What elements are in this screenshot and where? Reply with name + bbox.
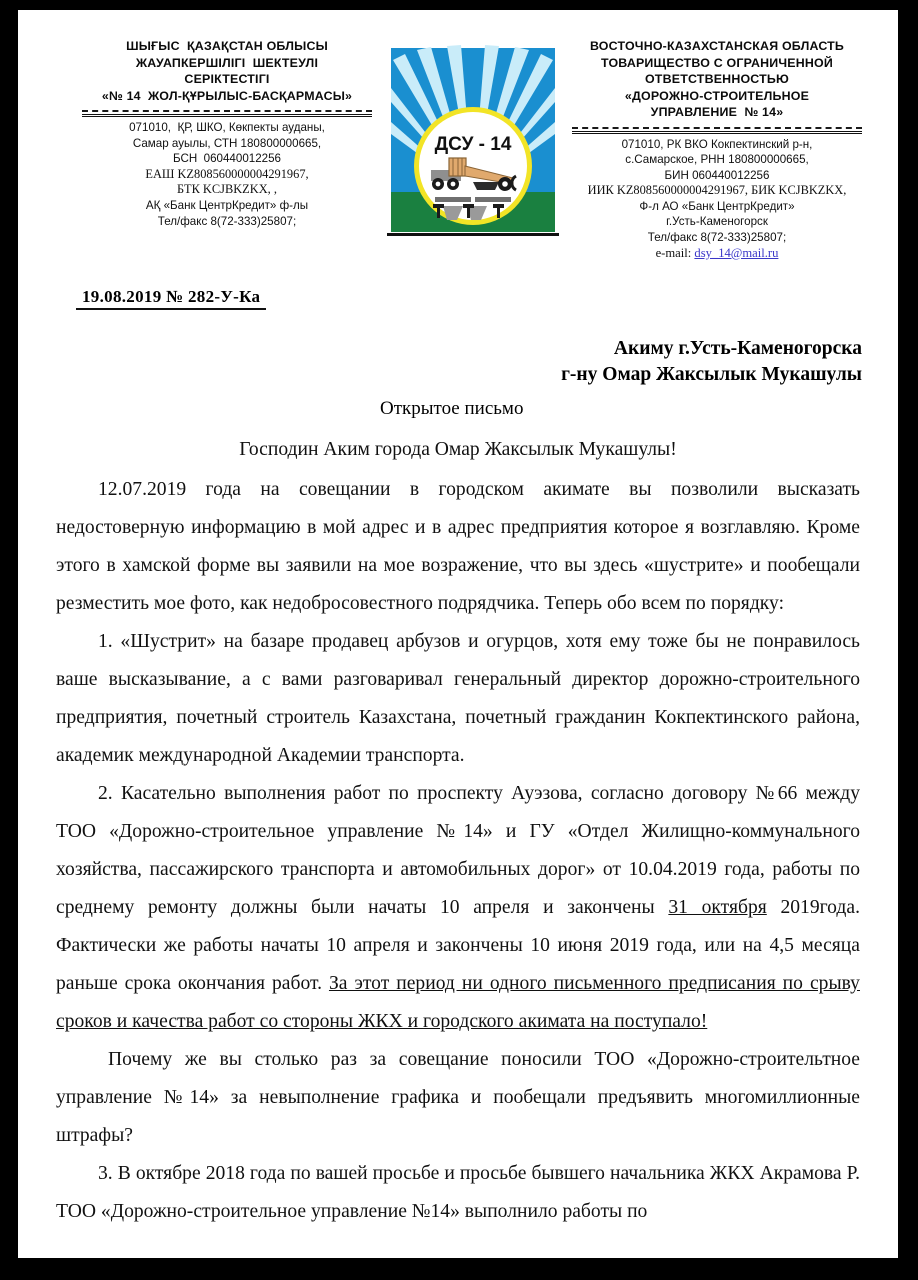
item-2-underlined-date: 31 октября bbox=[668, 897, 767, 919]
letter-paragraph-question: Почему же вы столько раз за совещание поносили ТОО «Дорожно-строительтное управление №14» за невыполнение графика и пообещали предъявить многомиллионные штрафы? bbox=[56, 1049, 860, 1147]
letterhead-right-address-line-5: Ф-л АО «Банк ЦентрКредит» bbox=[639, 199, 795, 213]
letter-salutation: Господин Аким города Омар Жаксылык Мукашулы! bbox=[239, 439, 677, 461]
letterhead-right-russian bbox=[562, 38, 888, 261]
item-2-part-a: 2. Касательно выполнения работ по проспекту Ауэзова, согласно договору №66 между ТОО «Дорожно-строительное управление №14» и ГУ «Отдел Жилищно-коммунального хозяйства, пассажирского транспорта и автомобильных дорог» от 10.04.2019 года, работы по среднему ремонту должны были начаты 10 апреля и закончены bbox=[56, 783, 860, 919]
separator-dashed-line bbox=[572, 127, 862, 129]
letterhead-left-title-line-4: «№ 14 ЖОЛ-ҚҰРЫЛЫС-БАСҚАРМАСЫ» bbox=[101, 88, 353, 103]
letterhead-left-address bbox=[76, 118, 378, 229]
letterhead-right-title-line-1: ВОСТОЧНО-КАЗАХСТАНСКАЯ ОБЛАСТЬ bbox=[589, 39, 845, 53]
letter-paragraph-item-2 bbox=[56, 775, 860, 1041]
document-page bbox=[18, 10, 898, 1258]
letterhead-right-address-line-1: 071010, РК ВКО Кокпектинский р-н, bbox=[621, 137, 813, 151]
letterhead-right-address-line-4: ИИК KZ808560000004291967, БИК KCJBKZKX, bbox=[587, 183, 847, 198]
letterhead-left-separator bbox=[82, 110, 372, 117]
addressee-line-1: Акиму г.Усть-Каменогорска bbox=[613, 338, 862, 360]
letterhead bbox=[18, 10, 898, 261]
item-2-underlined-claim: За этот период ни одного письменного предписания по срыву сроков и качества работ со стороны ЖКХ и городского акимата на поступало! bbox=[56, 973, 860, 1033]
letterhead-left-address-line-5: БТК KCJBKZKX, , bbox=[177, 182, 277, 197]
letterhead-left-title-line-1: ШЫҒЫС ҚАЗАҚСТАН ОБЛЫСЫ bbox=[126, 39, 328, 53]
letter-paragraph-item-1: 1. «Шустрит» на базаре продавец арбузов и огурцов, хотя ему тоже бы не понравилось ваше высказывание, а с вами разговаривал генеральный директор дорожно-строительного предприятия, почетный строитель Казахстана, почетный гражданин Кокпектинского района, академик международной Академии транспорта. bbox=[56, 631, 860, 767]
email-link[interactable]: dsy_14@mail.ru bbox=[694, 245, 779, 260]
letterhead-right-address-line-3: БИН 060440012256 bbox=[664, 168, 770, 182]
open-letter-label: Открытое письмо bbox=[380, 398, 524, 420]
letterhead-left-address-line-7: Тел/факс 8(72-333)25807; bbox=[157, 214, 297, 228]
letterhead-email-line bbox=[566, 246, 868, 262]
letter-body bbox=[18, 431, 898, 1231]
separator-dashed-line bbox=[82, 110, 372, 112]
separator-double-line bbox=[572, 131, 862, 134]
letterhead-right-address bbox=[566, 135, 868, 262]
emblem-svg bbox=[387, 44, 559, 236]
letterhead-right-title-line-5: УПРАВЛЕНИЕ № 14» bbox=[650, 105, 784, 119]
addressee-line-2: г-ну Омар Жаксылык Мукашулы bbox=[561, 364, 862, 386]
letterhead-right-title bbox=[566, 38, 868, 121]
letterhead-right-address-line-2: с.Самарское, РНН 180800000665, bbox=[625, 153, 809, 167]
letterhead-right-address-line-6: г.Усть-Каменогорск bbox=[666, 215, 768, 229]
dateline-reference: 19.08.2019 № 282-У-Ка bbox=[76, 287, 266, 310]
letterhead-left-address-line-1: 071010, ҚР, ШКО, Көкпекты ауданы, bbox=[129, 121, 325, 134]
logo-container bbox=[384, 38, 562, 236]
letterhead-left-title bbox=[76, 38, 378, 104]
addressee-block bbox=[18, 336, 898, 388]
item-2-part-b: 2019года. Фактически же работы начаты 10 апреля и закончены 10 июня 2019 года, или на 4,5 месяца раньше срока окончания работ. bbox=[56, 897, 860, 995]
letterhead-left-title-line-3: СЕРІКТЕСТІГІ bbox=[184, 72, 270, 86]
letterhead-left-address-line-4: ЕАШ KZ808560000004291967, bbox=[145, 166, 309, 181]
email-label: e-mail: bbox=[655, 245, 692, 260]
letterhead-right-title-line-2: ТОВАРИЩЕСТВО С ОГРАНИЧЕННОЙ bbox=[600, 55, 833, 70]
letterhead-right-title-line-3: ОТВЕТСТВЕННОСТЬЮ bbox=[644, 72, 790, 86]
letter-paragraph-item-3: 3. В октябре 2018 года по вашей просьбе и просьбе бывшего начальника ЖКХ Акрамова Р. ТОО «Дорожно-строительное управление №14» выполнило работы по bbox=[56, 1163, 860, 1223]
letterhead-right-title-line-4: «ДОРОЖНО-СТРОИТЕЛЬНОЕ bbox=[624, 88, 810, 103]
dateline-row bbox=[18, 261, 898, 310]
letterhead-left-title-line-2: ЖАУАПКЕРШІЛІГІ ШЕКТЕУЛІ bbox=[135, 55, 319, 70]
separator-double-line bbox=[82, 114, 372, 117]
letterhead-left-address-line-2: Самар ауылы, СТН 180800000665, bbox=[132, 136, 322, 150]
letterhead-left-kazakh bbox=[28, 38, 384, 229]
letterhead-right-address-line-7: Тел/факс 8(72-333)25807; bbox=[647, 231, 787, 245]
letter-paragraph-intro: 12.07.2019 года на совещании в городском акимате вы позволили высказать недостоверную информацию в мой адрес и в адрес предприятия которое я возглавляю. Кроме этого в хамской форме вы заявили на мое возражение, что вы здесь «шустрите» и пообещали резместить мое фото, как недобросовестного подрядчика. Теперь обо всем по порядку: bbox=[56, 479, 860, 615]
letterhead-right-separator bbox=[572, 127, 862, 134]
letterhead-left-address-line-6: АҚ «Банк ЦентрКредит» ф-лы bbox=[145, 198, 309, 212]
dsu-14-emblem-icon bbox=[387, 44, 559, 236]
letterhead-left-address-line-3: БСН 060440012256 bbox=[172, 152, 282, 166]
emblem-center-text: ДСУ - 14 bbox=[434, 134, 512, 155]
